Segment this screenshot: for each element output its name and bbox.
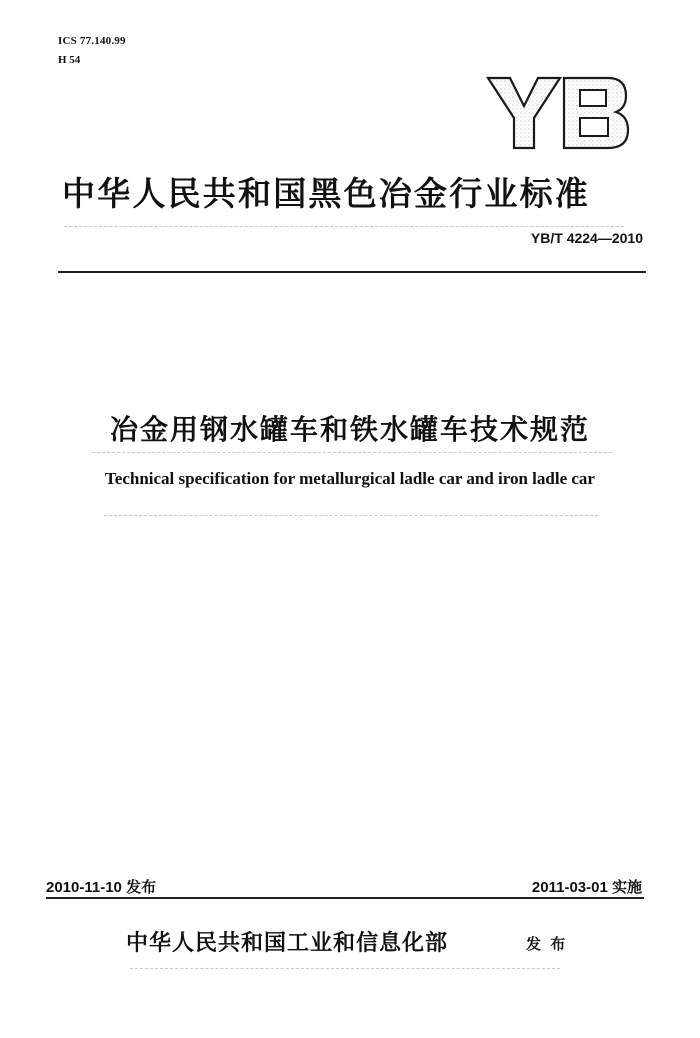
yb-logo [484,72,630,152]
header-rule [58,271,646,273]
issuing-ministry: 中华人民共和国工业和信息化部 [126,930,449,956]
issue-date: 2010-11-10 发布 [46,879,157,896]
footer-rule [46,897,644,899]
standard-number: YB/T 4224—2010 [530,230,643,246]
scan-noise-line [130,968,560,969]
ics-code: ICS 77.140.99 [58,35,126,47]
issuing-authority-title: 中华人民共和国黑色冶金行业标准 [62,174,590,213]
issued-label: 发 布 [526,935,568,953]
document-title-english: Technical specification for metallurgical ladle car and iron ladle car [105,469,595,488]
document-title-chinese: 冶金用钢水罐车和铁水罐车技术规范 [109,413,590,446]
scan-noise-line [92,452,612,453]
classification-code: H 54 [58,54,81,66]
scan-noise-line [104,515,598,516]
implementation-date: 2011-03-01 实施 [531,879,642,896]
scan-noise-line [64,226,624,227]
